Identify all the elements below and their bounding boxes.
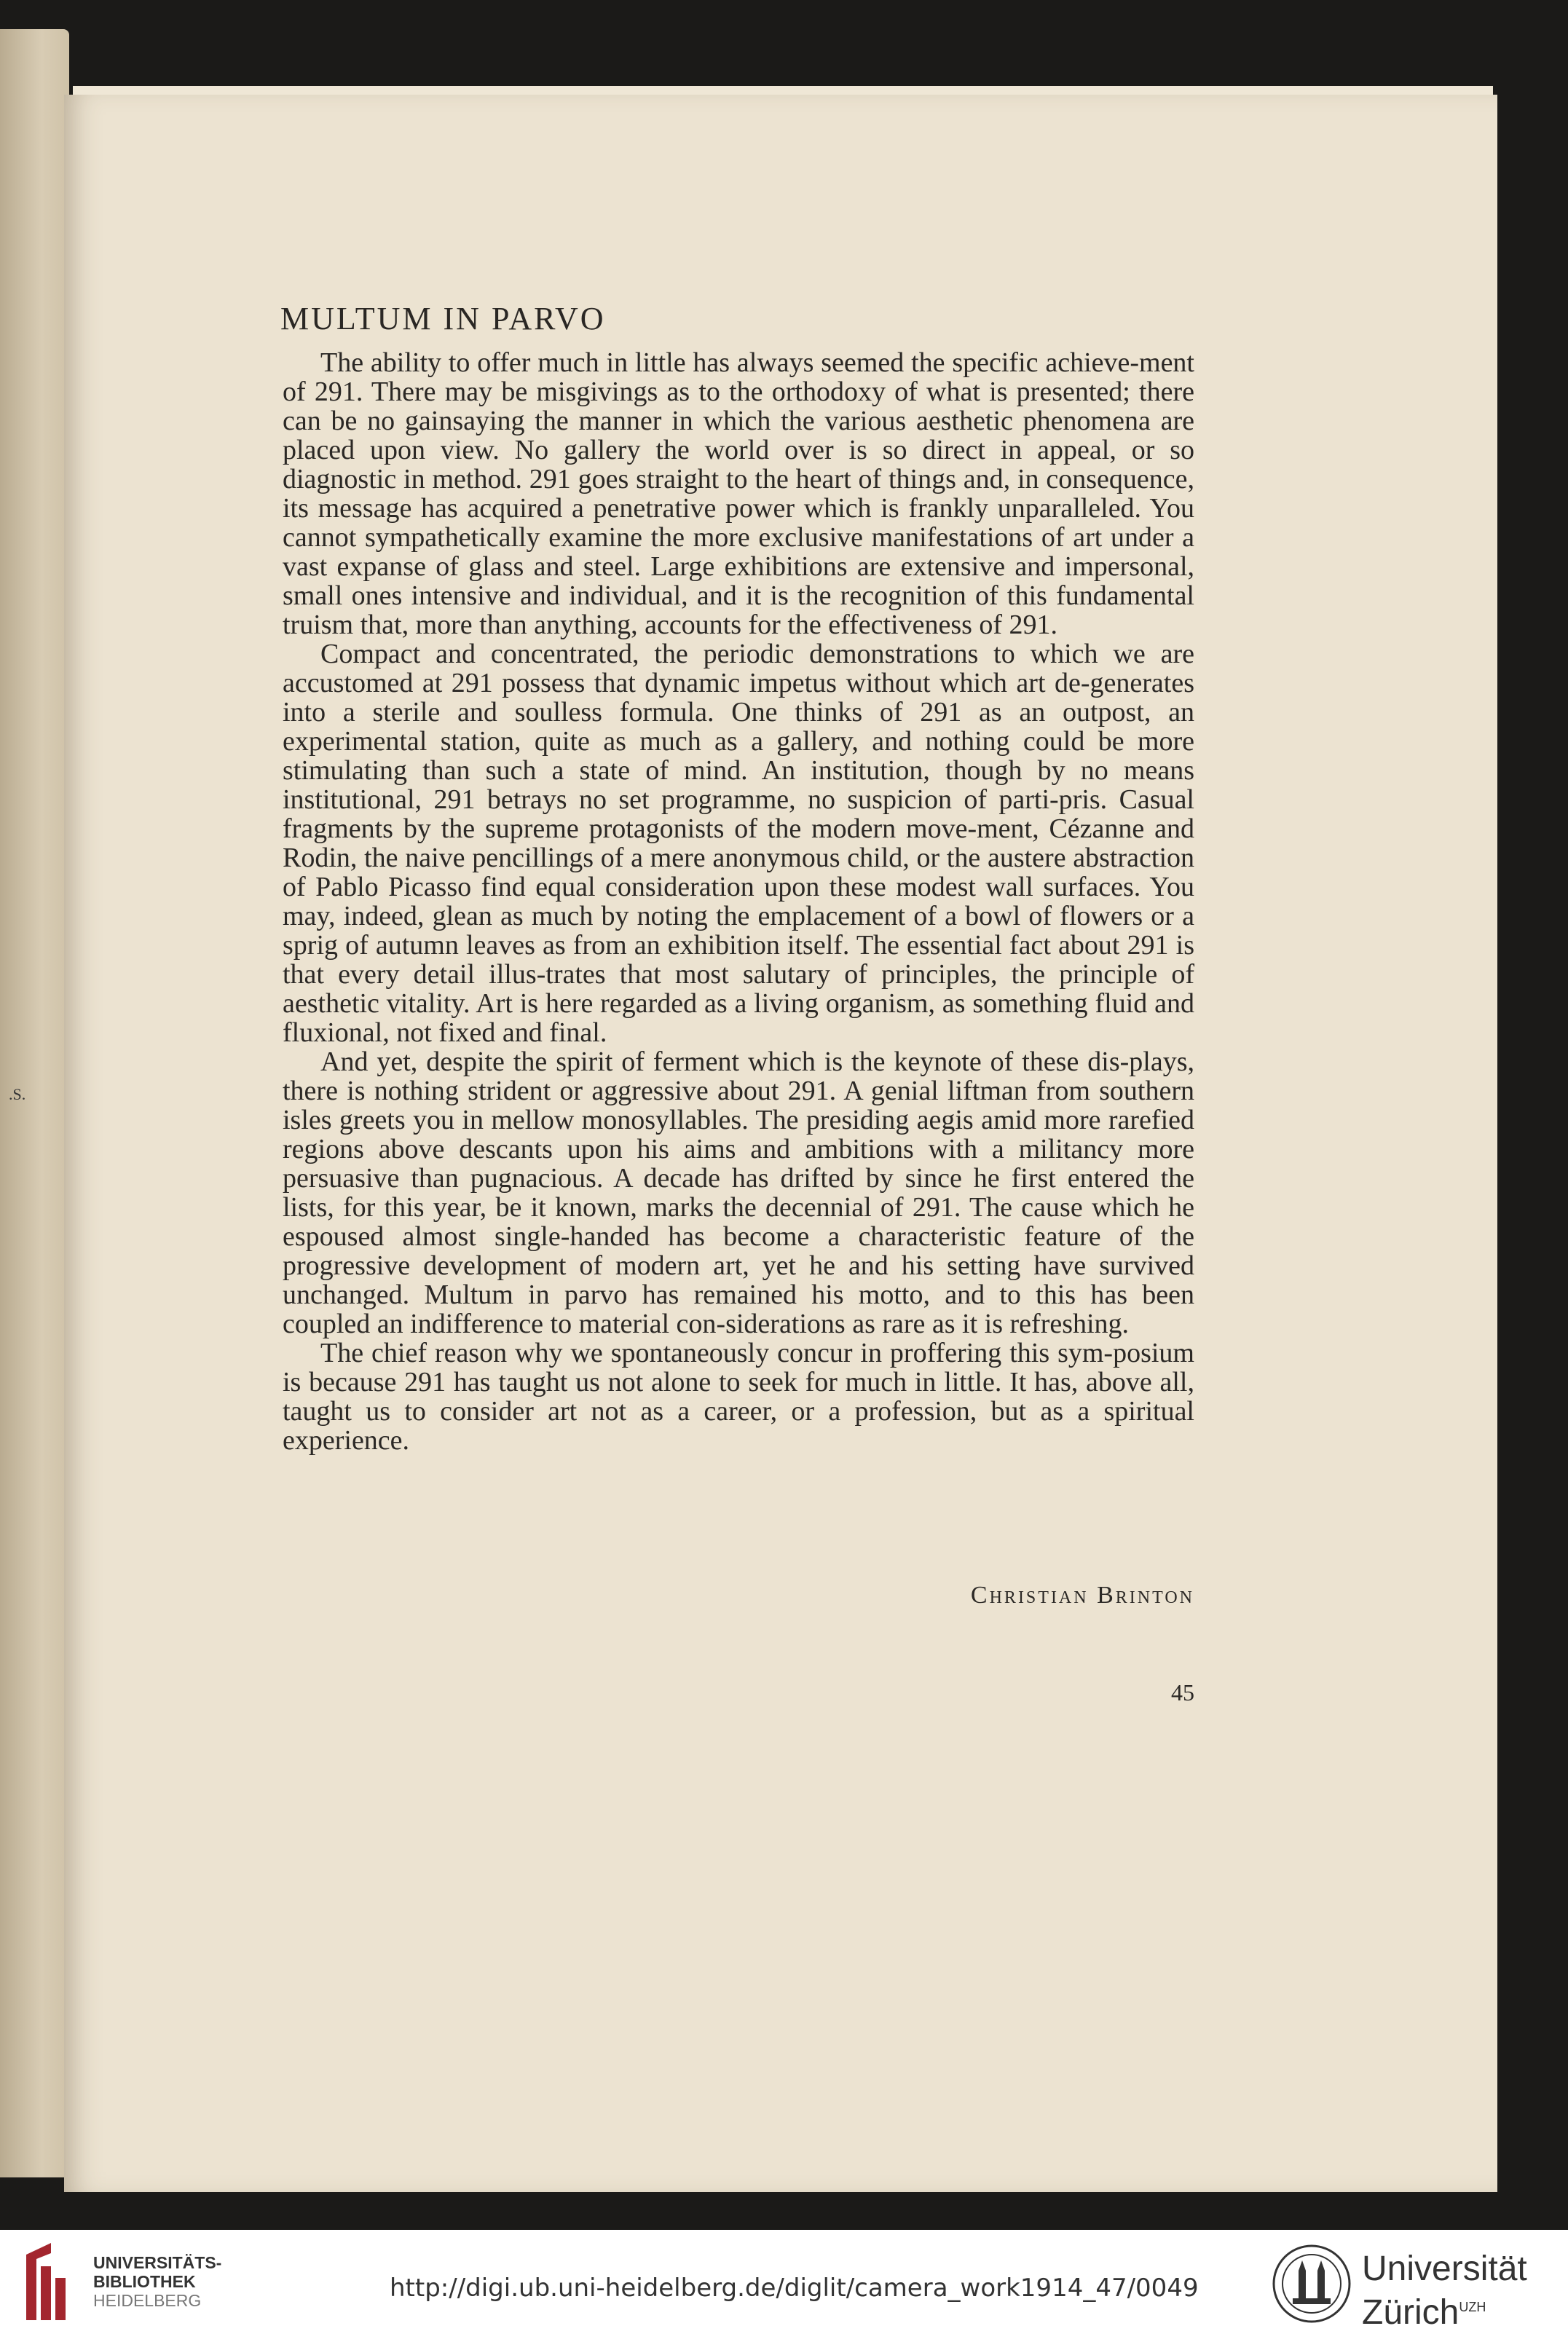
paragraph-4: The chief reason why we spontaneously concur in proffering this sym-posium is because 291 has taught us not alone to seek for much in little. It has, above all, taught us to consider art not as a career, or a profession, but as a spiritual experience. — [283, 1338, 1194, 1456]
page-number: 45 — [1171, 1679, 1194, 1706]
university-name: Universität Zürich$^{UZH}$ — [1362, 2250, 1527, 2332]
paragraph-2: Compact and concentrated, the periodic demonstrations to which we are accustomed at 291 possess that dynamic impetus without which art de-generates into a sterile and soulless formula. One thinks of 291 as an outpost, an experimental station, quite as much as a gallery, and nothing could be more stimulating than such a state of mind. An institution, though by no means institutional, 291 betrays no set programme, no suspicion of parti-pris. Casual fragments by the supreme protagonists of the modern move-ment, Cézanne and Rodin, the naive pencillings of a mere anonymous child, or the austere abstraction of Pablo Picasso find equal consideration upon these modest wall surfaces. You may, indeed, glean as much by noting the emplacement of a bowl of flowers or a sprig of autumn leaves as from an exhibition itself. The essential fact about 291 is that every detail illus-trates that most salutary of principles, the principle of aesthetic vitality. Art is here regarded as a living organism, as something fluid and fluxional, not fixed and final. — [283, 639, 1194, 1048]
article-title: MULTUM IN PARVO — [280, 301, 606, 336]
heidelberg-library-logo-icon — [22, 2240, 87, 2327]
permalink-url[interactable]: http://digi.ub.uni-heidelberg.de/diglit/camera_work1914_47/0049 — [390, 2274, 1199, 2303]
article-body — [283, 348, 1194, 1455]
paragraph-1: The ability to offer much in little has always seemed the specific achieve-ment of 291. There may be misgivings as to the orthodoxy of what is presented; there can be no gainsaying the manner in which the various aesthetic phenomena are placed upon view. No gallery the world over is so direct in appeal, or so diagnostic in method. 291 goes straight to the heart of things and, in consequence, its message has acquired a penetrative power which is frankly unparalleled. You cannot sympathetically examine the more exclusive manifestations of art under a vast expanse of glass and steel. Large exhibitions are extensive and impersonal, small ones intensive and individual, and it is the recognition of this fundamental truism that, more than anything, accounts for the effectiveness of 291. — [283, 347, 1194, 640]
paragraph-3: And yet, despite the spirit of ferment which is the keynote of these dis-plays, there is nothing strident or aggressive about 291. A genial liftman from southern isles greets you in mellow monosyllables. The presiding aegis amid more rarefied regions above descants upon his aims and ambitions with a militancy more persuasive than pugnacious. A decade has drifted by since he first entered the lists, for this year, be it known, marks the decennial of 291. The cause which he espoused almost single-handed has become a characteristic feature of the progressive development of modern art, yet he and his setting have survived unchanged. Multum in parvo has remained his motto, and to this has been coupled an indifference to material con-siderations as rare as it is refreshing. — [283, 1046, 1194, 1339]
digitization-footer — [0, 2230, 1568, 2342]
margin-mark: .S. — [9, 1085, 26, 1103]
university-seal-icon — [1271, 2243, 1352, 2325]
library-name: UNIVERSITÄTS- BIBLIOTHEK HEIDELBERG — [93, 2253, 222, 2310]
author-signature: Christian Brinton — [970, 1582, 1194, 1609]
